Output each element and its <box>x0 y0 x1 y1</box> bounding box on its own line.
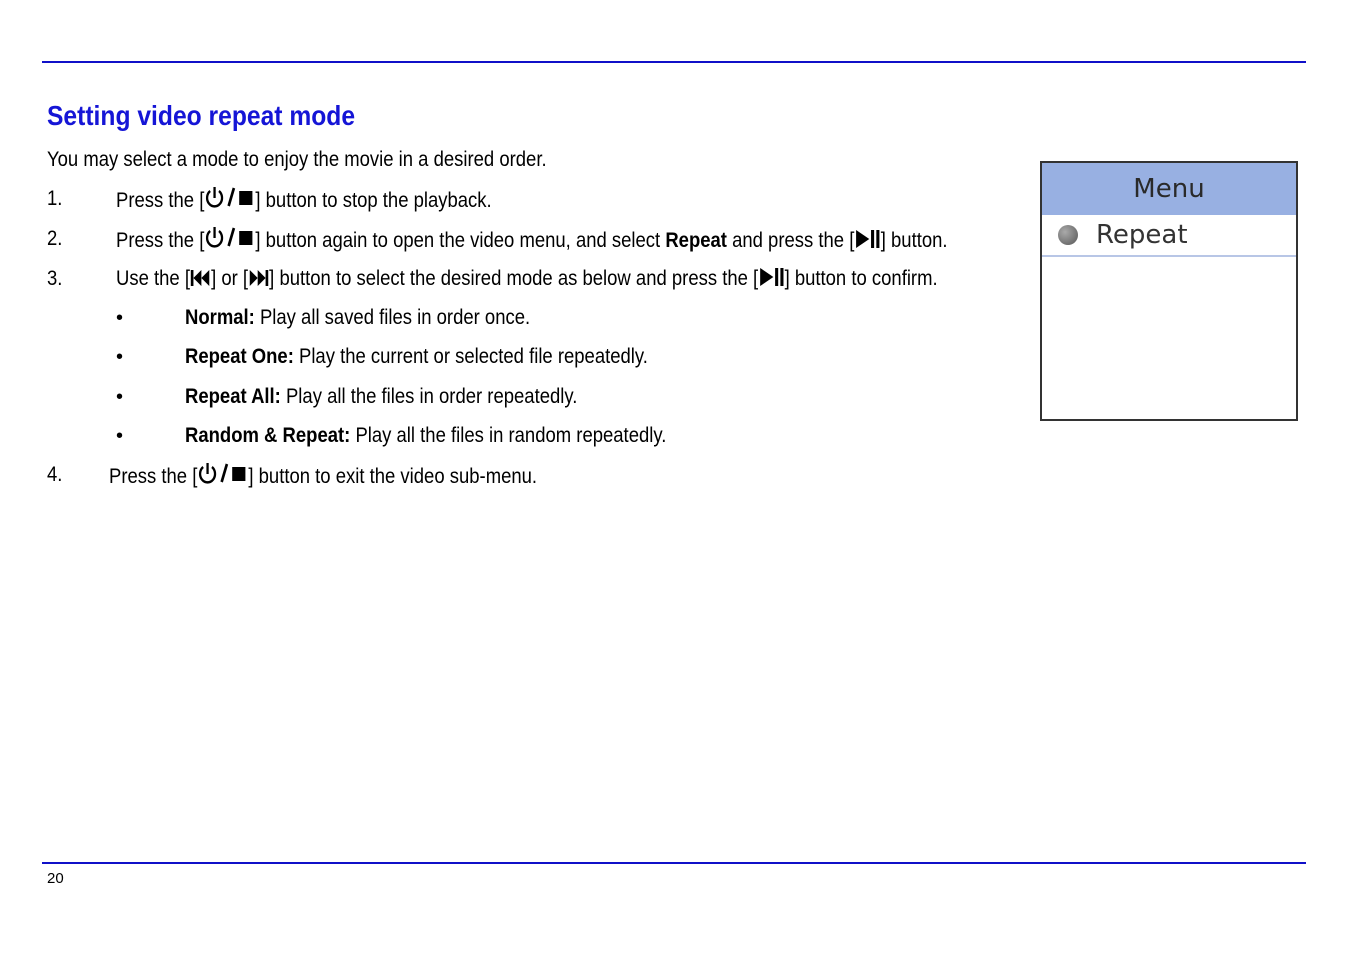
play-pause-icon <box>854 228 880 250</box>
menu-screen-illustration <box>1040 161 1298 421</box>
power-stop-icon <box>197 462 248 486</box>
menu-item-repeat <box>1042 215 1296 257</box>
mode-normal <box>185 305 530 331</box>
step-4-text-b: ] button to exit the video sub-menu. <box>248 465 538 488</box>
bullet-marker: • <box>116 425 124 447</box>
mode-description: Play all the files in random repeatedly. <box>350 424 667 447</box>
power-stop-icon <box>204 226 255 250</box>
step-2-text-c: and press the [ <box>726 229 855 252</box>
previous-track-icon <box>190 268 211 288</box>
step-1-text-b: ] button to stop the playback. <box>255 189 492 212</box>
menu-item-label: Repeat <box>1096 220 1188 250</box>
mode-repeat-all <box>185 384 577 410</box>
step-2 <box>116 226 948 254</box>
play-pause-icon <box>758 266 784 288</box>
step-1-text-a: Press the [ <box>116 189 205 212</box>
radio-dot-icon <box>1058 225 1078 245</box>
power-stop-icon <box>204 186 255 210</box>
step-3 <box>116 266 938 292</box>
step-3-text-c: ] button to select the desired mode as below and press the [ <box>269 267 759 290</box>
step-2-number: 2. <box>47 227 63 250</box>
bottom-rule <box>42 862 1306 864</box>
step-4 <box>109 462 537 490</box>
bullet-marker: • <box>116 346 124 368</box>
mode-label: Normal: <box>185 306 255 329</box>
menu-header: Menu <box>1042 163 1296 215</box>
mode-label: Repeat All: <box>185 385 281 408</box>
step-4-number: 4. <box>47 463 63 486</box>
step-3-number: 3. <box>47 267 63 290</box>
page-number: 20 <box>47 870 64 887</box>
bullet-marker: • <box>116 307 124 329</box>
mode-label: Repeat One: <box>185 345 294 368</box>
page-title: Setting video repeat mode <box>47 100 356 131</box>
step-3-text-a: Use the [ <box>116 267 190 290</box>
step-1 <box>116 186 492 214</box>
mode-random-repeat <box>185 423 666 449</box>
top-rule <box>42 61 1306 63</box>
step-2-text-a: Press the [ <box>116 229 205 252</box>
mode-label: Random & Repeat: <box>185 424 351 447</box>
step-4-text-a: Press the [ <box>109 465 198 488</box>
step-3-text-d: ] button to confirm. <box>784 267 938 290</box>
step-2-text-b: ] button again to open the video menu, and select <box>255 229 666 252</box>
mode-description: Play all the files in order repeatedly. <box>280 385 578 408</box>
mode-repeat-one <box>185 344 648 370</box>
bullet-marker: • <box>116 386 124 408</box>
step-2-text-d: ] button. <box>880 229 948 252</box>
mode-description: Play the current or selected file repeatedly. <box>293 345 648 368</box>
step-2-bold-repeat: Repeat <box>665 229 727 252</box>
intro-text: You may select a mode to enjoy the movie in a desired order. <box>47 148 547 171</box>
mode-description: Play all saved files in order once. <box>254 306 531 329</box>
step-3-text-b: ] or [ <box>211 267 249 290</box>
next-track-icon <box>248 268 269 288</box>
step-1-number: 1. <box>47 187 63 210</box>
